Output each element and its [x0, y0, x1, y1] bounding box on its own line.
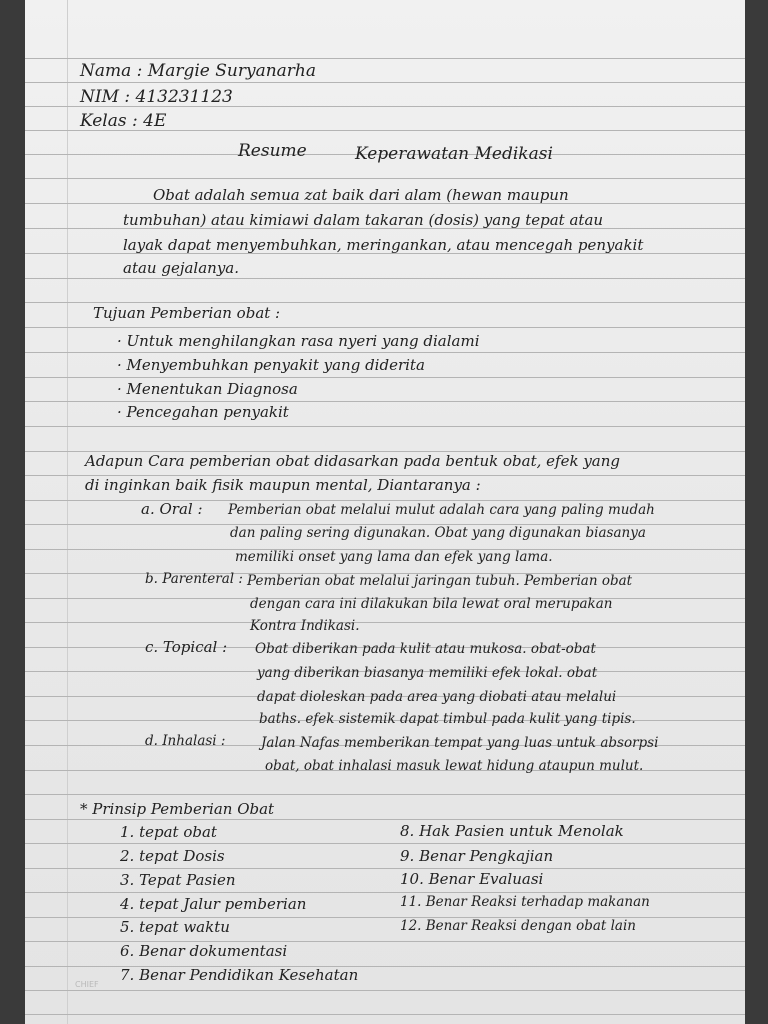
intro-line: tumbuhan) atau kimiawi dalam takaran (dosis) yang tepat atau [123, 211, 604, 229]
ruled-line [25, 401, 745, 402]
ruled-line [25, 843, 745, 844]
cara-text: dapat dioleskan pada area yang diobati atau melalui [257, 689, 617, 705]
cara-text: Kontra Indikasi. [250, 618, 360, 634]
prinsip-item: 9. Benar Pengkajian [400, 847, 554, 865]
notebook-page [25, 0, 745, 1024]
cara-text: Obat diberikan pada kulit atau mukosa. obat-obat [255, 641, 596, 657]
prinsip-item: 3. Tepat Pasien [120, 871, 236, 889]
student-nim: NIM : 413231123 [80, 87, 233, 107]
tujuan-heading: Tujuan Pemberian obat : [93, 304, 281, 322]
cara-label-oral: a. Oral : [141, 500, 203, 518]
ruled-line [25, 622, 745, 623]
ruled-line [25, 178, 745, 179]
ruled-line [25, 58, 745, 59]
prinsip-item: 2. tepat Dosis [120, 847, 225, 865]
cara-intro: Adapun Cara pemberian obat didasarkan pada bentuk obat, efek yang [85, 452, 621, 470]
cara-text: dan paling sering digunakan. Obat yang digunakan biasanya [230, 525, 646, 541]
intro-line: layak dapat menyembuhkan, meringankan, atau mencegah penyakit [123, 236, 644, 254]
cara-text: baths. efek sistemik dapat timbul pada kulit yang tipis. [259, 711, 636, 727]
prinsip-item: 8. Hak Pasien untuk Menolak [400, 822, 624, 840]
prinsip-item: 4. tepat Jalur pemberian [120, 895, 307, 913]
cara-label-topical: c. Topical : [145, 638, 228, 656]
ruled-line [25, 377, 745, 378]
watermark: CHIEF [75, 980, 99, 989]
cara-text: Pemberian obat melalui jaringan tubuh. Pemberian obat [247, 573, 633, 589]
cara-label-inhalasi: d. Inhalasi : [145, 733, 226, 749]
cara-text: Pemberian obat melalui mulut adalah cara yang paling mudah [228, 502, 655, 518]
ruled-line [25, 868, 745, 869]
ruled-line [25, 302, 745, 303]
ruled-line [25, 1014, 745, 1015]
ruled-line [25, 794, 745, 795]
ruled-line [25, 819, 745, 820]
prinsip-item: 10. Benar Evaluasi [400, 870, 544, 888]
title-resume: Resume [238, 141, 307, 161]
ruled-line [25, 278, 745, 279]
title-subject: Keperawatan Medikasi [355, 144, 553, 164]
cara-text: yang diberikan biasanya memiliki efek lokal. obat [257, 665, 598, 681]
ruled-line [25, 426, 745, 427]
cara-text: obat, obat inhalasi masuk lewat hidung ataupun mulut. [265, 758, 644, 774]
intro-line: Obat adalah semua zat baik dari alam (hewan maupun [153, 186, 569, 204]
ruled-line [25, 82, 745, 83]
cara-text: memiliki onset yang lama dan efek yang lama. [235, 549, 553, 565]
tujuan-item: · Menentukan Diagnosa [117, 380, 298, 398]
ruled-line [25, 352, 745, 353]
prinsip-item: 11. Benar Reaksi terhadap makanan [400, 894, 650, 910]
ruled-line [25, 327, 745, 328]
prinsip-heading: * Prinsip Pemberian Obat [80, 800, 275, 818]
student-class: Kelas : 4E [80, 111, 167, 131]
prinsip-item: 7. Benar Pendidikan Kesehatan [120, 966, 359, 984]
cara-label-parenteral: b. Parenteral : [145, 571, 243, 587]
tujuan-item: · Untuk menghilangkan rasa nyeri yang dialami [117, 332, 480, 350]
tujuan-item: · Pencegahan penyakit [117, 403, 289, 421]
student-name: Nama : Margie Suryanarha [80, 61, 317, 81]
prinsip-item: 1. tepat obat [120, 823, 217, 841]
cara-text: Jalan Nafas memberikan tempat yang luas untuk absorpsi [261, 735, 659, 751]
cara-text: dengan cara ini dilakukan bila lewat oral merupakan [250, 596, 613, 612]
ruled-line [25, 990, 745, 991]
prinsip-item: 6. Benar dokumentasi [120, 942, 288, 960]
tujuan-item: · Menyembuhkan penyakit yang diderita [117, 356, 425, 374]
cara-intro: di inginkan baik fisik maupun mental, Diantaranya : [85, 476, 481, 494]
intro-line: atau gejalanya. [123, 259, 240, 277]
prinsip-item: 12. Benar Reaksi dengan obat lain [400, 918, 636, 934]
prinsip-item: 5. tepat waktu [120, 918, 230, 936]
